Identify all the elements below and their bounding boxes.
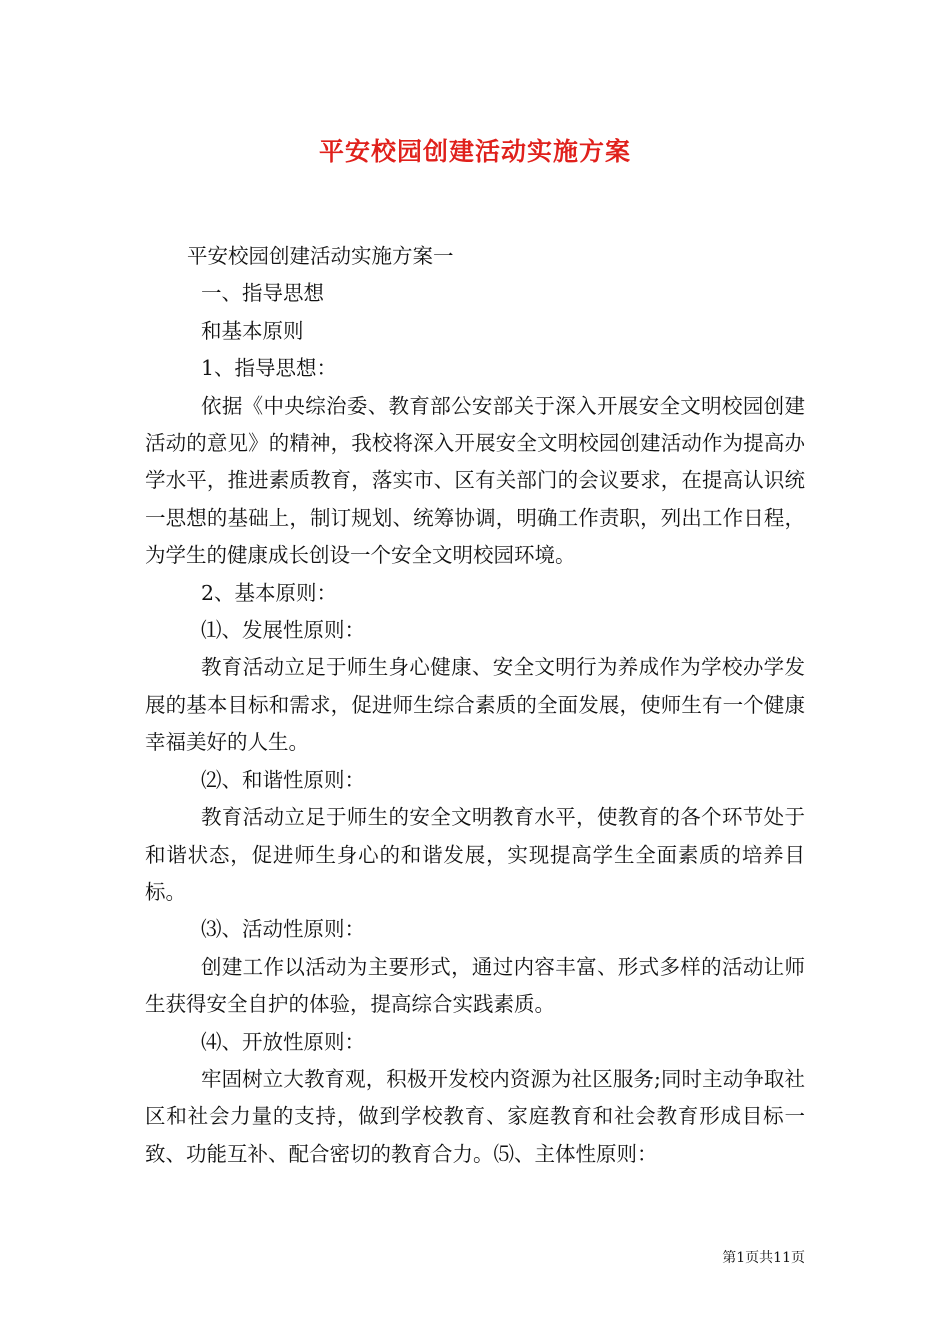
paragraph: ⑶、活动性原则：: [201, 917, 365, 942]
paragraph: 教育活动立足于师生身心健康、安全文明行为养成作为学校办学发展的基本目标和需求，促进师生综合素质的全面发展，使师生有一个健康幸福美好的人生。: [145, 655, 805, 755]
document-body: [145, 238, 805, 1173]
paragraph: 平安校园创建活动实施方案一: [187, 244, 454, 268]
paragraph: ⑷、开放性原则：: [201, 1029, 365, 1054]
paragraph: 教育活动立足于师生的安全文明教育水平，使教育的各个环节处于和谐状态，促进师生身心的和谐发展，实现提高学生全面素质的培养目标。: [145, 805, 805, 904]
page-number: 第1页共11页: [722, 1250, 805, 1266]
paragraph: 创建工作以活动为主要形式，通过内容丰富、形式多样的活动让师生获得安全自护的体验，提高综合实践素质。: [145, 954, 805, 1017]
paragraph: 2、基本原则：: [201, 580, 338, 605]
paragraph: ⑵、和谐性原则：: [201, 767, 365, 792]
paragraph: 牢固树立大教育观，积极开发校内资源为社区服务;同时主动争取社区和社会力量的支持，做到学校教育、家庭教育和社会教育形成目标一致、功能互补、配合密切的教育合力。⑸、主体性原则：: [145, 1066, 805, 1166]
paragraph: 和基本原则: [201, 318, 304, 343]
paragraph: ⑴、发展性原则：: [201, 618, 365, 643]
paragraph: 依据《中央综治委、教育部公安部关于深入开展安全文明校园创建活动的意见》的精神，我校将深入开展安全文明校园创建活动作为提高办学水平，推进素质教育，落实市、区有关部门的会议要求，在提高认识统一思想的基础上，制订规划、统筹协调，明确工作责职，列出工作日程，为学生的健康成长创设一个安全文明校园环境。: [145, 393, 805, 568]
paragraph: 1、指导思想：: [201, 356, 338, 381]
paragraph: 一、指导思想: [201, 281, 324, 306]
document-title: 平安校园创建活动实施方案: [318, 137, 631, 166]
